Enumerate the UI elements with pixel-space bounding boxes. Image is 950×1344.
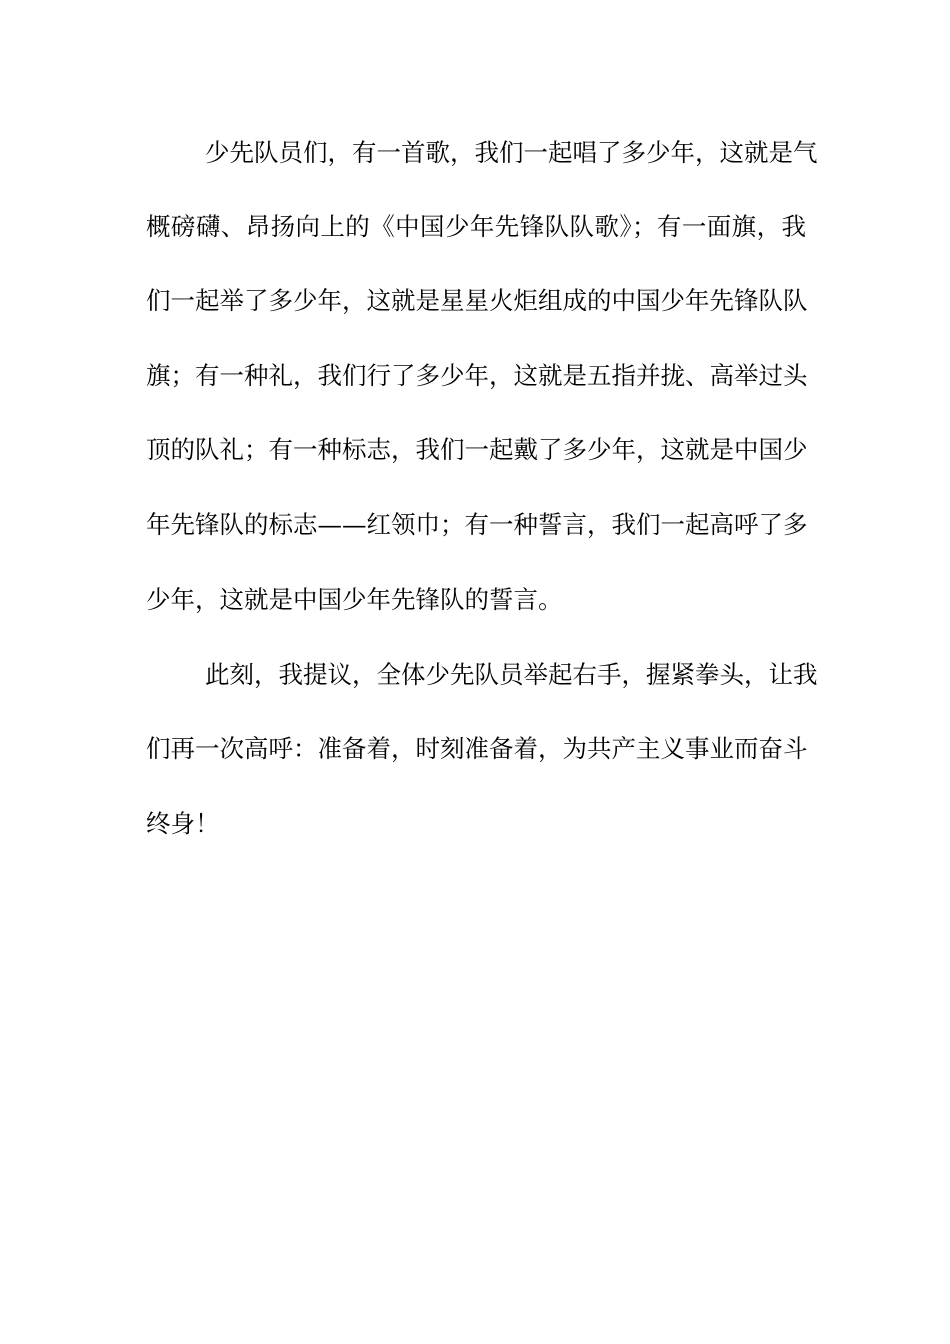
text-line: 终身！ bbox=[146, 809, 220, 838]
text-line: 们再一次高呼：准备着，时刻准备着，为共产主义事业而奋斗 bbox=[146, 734, 808, 763]
text-line: 少先队员们，有一首歌，我们一起唱了多少年，这就是气 bbox=[205, 138, 818, 167]
text-line: 旗；有一种礼，我们行了多少年，这就是五指并拢、高举过头 bbox=[146, 361, 808, 390]
text-line: 此刻，我提议，全体少先队员举起右手，握紧拳头，让我 bbox=[205, 660, 818, 689]
text-line: 顶的队礼；有一种标志，我们一起戴了多少年，这就是中国少 bbox=[146, 435, 808, 464]
text-line: 少年，这就是中国少年先锋队的誓言。 bbox=[146, 585, 563, 614]
text-line: 年先锋队的标志——红领巾；有一种誓言，我们一起高呼了多 bbox=[146, 510, 808, 539]
text-line: 们一起举了多少年，这就是星星火炬组成的中国少年先锋队队 bbox=[146, 286, 808, 315]
text-line: 概磅礴、昂扬向上的《中国少年先锋队队歌》；有一面旗，我 bbox=[146, 212, 806, 241]
